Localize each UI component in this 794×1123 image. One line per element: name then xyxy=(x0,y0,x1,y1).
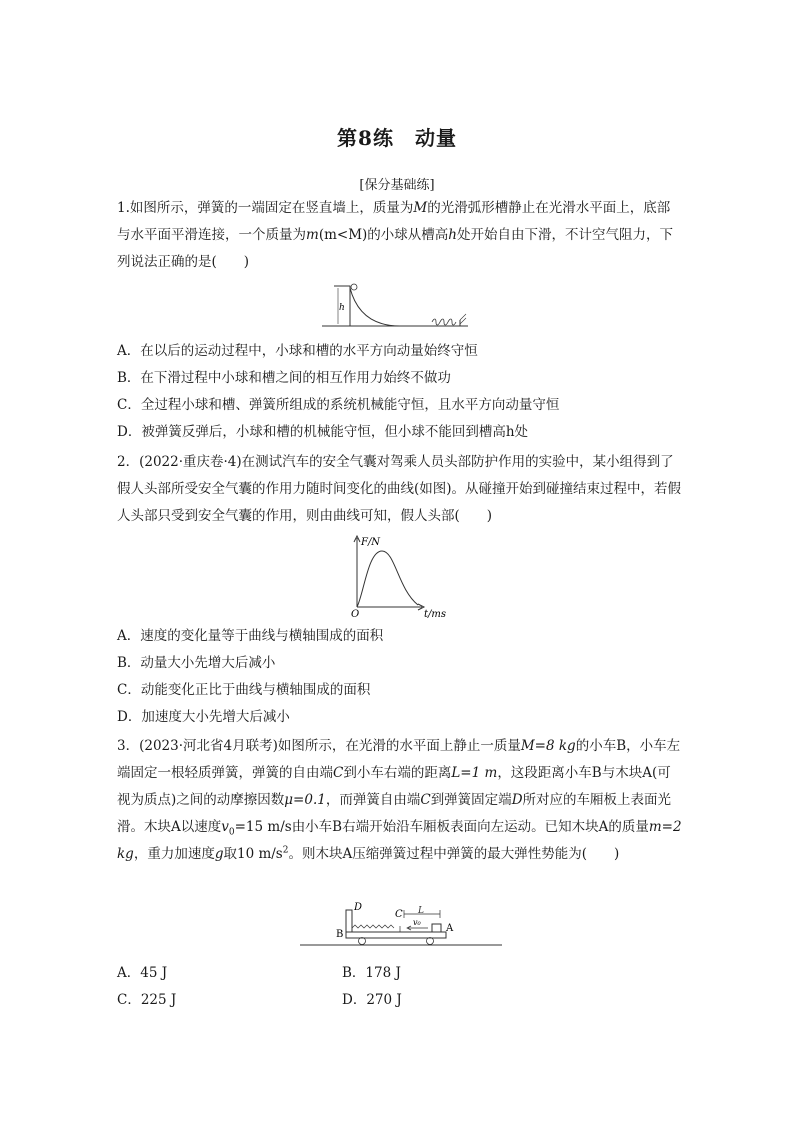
q1-figure-h-label: h xyxy=(339,303,345,313)
q3-option-b: B．178 J xyxy=(342,965,401,981)
q2-x-axis-label: t/ms xyxy=(424,609,447,619)
q3-figure-v0-label: v₀ xyxy=(413,918,421,927)
q2-option-a: A．速度的变化量等于曲线与横轴围成的面积 xyxy=(117,628,384,644)
q1-option-c: C．全过程小球和槽、弹簧所组成的系统机械能守恒，且水平方向动量守恒 xyxy=(117,397,560,413)
section-label: [保分基础练] xyxy=(359,178,435,193)
page-title: 第8练 动量 xyxy=(337,126,457,150)
q2-stem: 2．(2022·重庆卷·4)在测试汽车的安全气囊对驾乘人员头部防护作用的实验中，某小组得到了假人头部所受安全气囊的作用力随时间变化的曲线(如图)。从碰撞开始到碰撞结束过程中，若假人头部只受到安全气囊的作用，则由曲线可知，假人头部( ) xyxy=(117,454,682,524)
q3-option-a: A．45 J xyxy=(117,965,168,981)
q1-stem: 1.如图所示，弹簧的一端固定在竖直墙上，质量为M的光滑弧形槽静止在光滑水平面上，底部与水平面平滑连接，一个质量为m(m<M)的小球从槽高h处开始自由下滑，不计空气阻力，下列说法正确的是( ) xyxy=(117,200,673,270)
q3-option-c: C．225 J xyxy=(117,992,177,1008)
q3-figure-a-label: A xyxy=(446,923,454,934)
q2-origin-label: O xyxy=(351,609,360,619)
spring-icon xyxy=(432,319,456,325)
q1-option-a: A．在以后的运动过程中，小球和槽的水平方向动量始终守恒 xyxy=(117,343,478,359)
q3-figure-l-label: L xyxy=(418,906,424,916)
spring-icon xyxy=(352,925,394,928)
q1-option-b: B．在下滑过程中小球和槽之间的相互作用力始终不做功 xyxy=(117,370,451,386)
force-time-curve xyxy=(357,551,418,607)
q3-figure xyxy=(296,902,506,950)
q3-figure-b-label: B xyxy=(336,929,344,940)
q2-option-d: D．加速度大小先增大后减小 xyxy=(117,709,290,725)
q1-option-d: D．被弹簧反弹后，小球和槽的机械能守恒，但小球不能回到槽高h处 xyxy=(117,424,529,440)
q3-option-d: D．270 J xyxy=(342,992,402,1008)
q1-figure xyxy=(320,282,470,330)
q2-y-axis-label: F/N xyxy=(361,537,381,548)
q3-stem: 3．(2023·河北省4月联考)如图所示，在光滑的水平面上静止一质量M=8 kg的小车B，小车左端固定一根轻质弹簧，弹簧的自由端C到小车右端的距离L=1 m，这段距离小车B与木块A(可视为质点)之间的动摩擦因数μ=0.1，而弹簧自由端C到弹簧固定端D所对应的车厢板上表面光滑。木块A以速度$v_0=15$ m/s由小车B右端开始沿车厢板表面向左运动。已知木块A的质量m=2 kg，重力加速度g取10 $m/s^2$。则木块A压缩弹簧过程中弹簧的最大弹性势能为( ) xyxy=(117,738,682,862)
q3-figure-c-label: C xyxy=(395,909,403,920)
q2-option-b: B．动量大小先增大后减小 xyxy=(117,655,276,671)
q2-option-c: C．动能变化正比于曲线与横轴围成的面积 xyxy=(117,682,371,698)
q2-figure xyxy=(340,533,460,619)
q3-figure-d-label: D xyxy=(354,902,363,913)
